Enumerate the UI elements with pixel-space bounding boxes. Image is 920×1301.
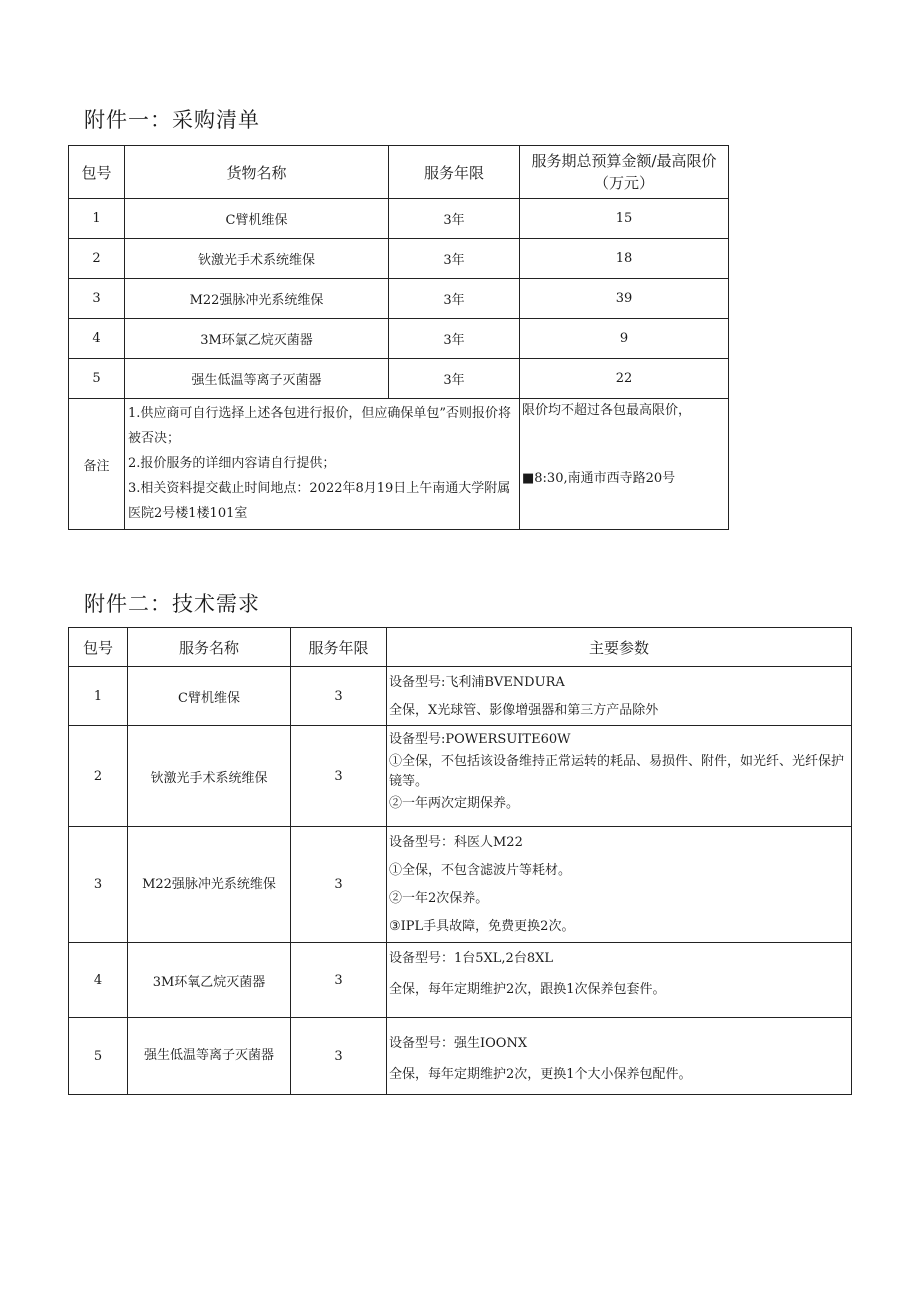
service-name: M22强脉冲光系统维保 [128,827,291,943]
remark-right-content [520,399,729,530]
main-params [387,1018,852,1095]
table-row [69,1018,852,1095]
header-service-years: 服务年限 [291,628,387,667]
table-row [69,279,729,319]
service-years: 3年 [389,279,520,319]
service-years: 3年 [389,199,520,239]
header-main-params: 主要参数 [387,628,852,667]
param-line: 全保，X光球管、影像增强器和第三方产品除外 [389,703,659,718]
table-row [69,726,852,827]
param-line: 全保，每年定期维护2次，更换1个大小保养包配件。 [389,1067,692,1082]
goods-name: M22强脉冲光系统维保 [125,279,389,319]
param-line: 设备型号：1台5XL,2台8XL [389,951,553,966]
main-params [387,827,852,943]
service-name: 强生低温等离子灭菌器 [128,1018,291,1095]
package-no: 3 [69,827,128,943]
budget-price: 22 [520,359,729,399]
service-years: 3 [291,667,387,726]
procurement-list-table [68,145,729,530]
remark-line-3: 3.相关资料提交截止时间地点：2022年8月19日上午南通大学附属医院2号楼1楼101室 [128,481,511,521]
service-years: 3年 [389,359,520,399]
param-line: 设备型号：强生IOONX [389,1036,528,1051]
budget-price: 39 [520,279,729,319]
param-line: ①全保，不包含滤波片等耗材。 [389,863,572,878]
service-years: 3 [291,1018,387,1095]
package-no: 1 [69,667,128,726]
service-years: 3年 [389,319,520,359]
annex1-title: 附件一：采购清单 [84,108,260,132]
budget-price: 9 [520,319,729,359]
param-line: ①全保，不包括该设备维持正常运转的耗品、易损件、附件，如光纤、光纤保护镜等。 [389,754,845,789]
service-years: 3 [291,726,387,827]
service-name: 钬激光手术系统维保 [128,726,291,827]
header-package-no: 包号 [69,146,125,199]
table-row [69,943,852,1018]
param-line: ②一年2次保养。 [389,891,489,906]
service-name: 3M环氧乙烷灭菌器 [128,943,291,1018]
table-row [69,319,729,359]
service-name: C臂机维保 [128,667,291,726]
param-line: ②一年两次定期保养。 [389,796,520,811]
param-line: 设备型号：科医人M22 [389,835,523,850]
remark-label: 备注 [69,399,125,530]
service-years: 3年 [389,239,520,279]
table-row [69,239,729,279]
header-service-name: 服务名称 [128,628,291,667]
table-header-row [69,146,729,199]
remark-row [69,399,729,530]
param-line: 设备型号:POWERSUITE60W [389,732,571,747]
header-service-years: 服务年限 [389,146,520,199]
param-line: ③IPL手具故障，免费更换2次。 [389,919,575,934]
budget-price: 18 [520,239,729,279]
goods-name: C臂机维保 [125,199,389,239]
main-params [387,667,852,726]
package-no: 2 [69,239,125,279]
package-no: 2 [69,726,128,827]
service-years: 3 [291,943,387,1018]
package-no: 5 [69,359,125,399]
remark-content [125,399,520,530]
goods-name: 钬激光手术系统维保 [125,239,389,279]
table-row [69,667,852,726]
package-no: 1 [69,199,125,239]
main-params [387,726,852,827]
goods-name: 强生低温等离子灭菌器 [125,359,389,399]
param-line: 全保，每年定期维护2次，跟换1次保养包套件。 [389,982,666,997]
remark-line-2: 2.报价服务的详细内容请自行提供； [128,456,336,471]
budget-price: 15 [520,199,729,239]
table-row [69,199,729,239]
package-no: 3 [69,279,125,319]
remark-right-line-2: ■8:30,南通市西寺路20号 [522,471,676,486]
header-budget: 服务期总预算金额/最高限价（万元） [520,146,729,199]
service-years: 3 [291,827,387,943]
technical-requirements-table [68,627,852,1095]
package-no: 4 [69,943,128,1018]
goods-name: 3M环氯乙烷灭菌器 [125,319,389,359]
header-package-no: 包号 [69,628,128,667]
remark-right-line-1: 限价均不超过各包最高限价， [522,403,692,418]
annex2-title: 附件二：技术需求 [84,592,260,616]
package-no: 5 [69,1018,128,1095]
param-line: 设备型号:飞利浦BVENDURA [389,675,565,690]
package-no: 4 [69,319,125,359]
main-params [387,943,852,1018]
header-goods-name: 货物名称 [125,146,389,199]
remark-line-1: 1.供应商可自行选择上述各包进行报价，但应确保单包”否则报价将被否决； [128,406,512,446]
table-header-row [69,628,852,667]
table-row [69,827,852,943]
table-row [69,359,729,399]
